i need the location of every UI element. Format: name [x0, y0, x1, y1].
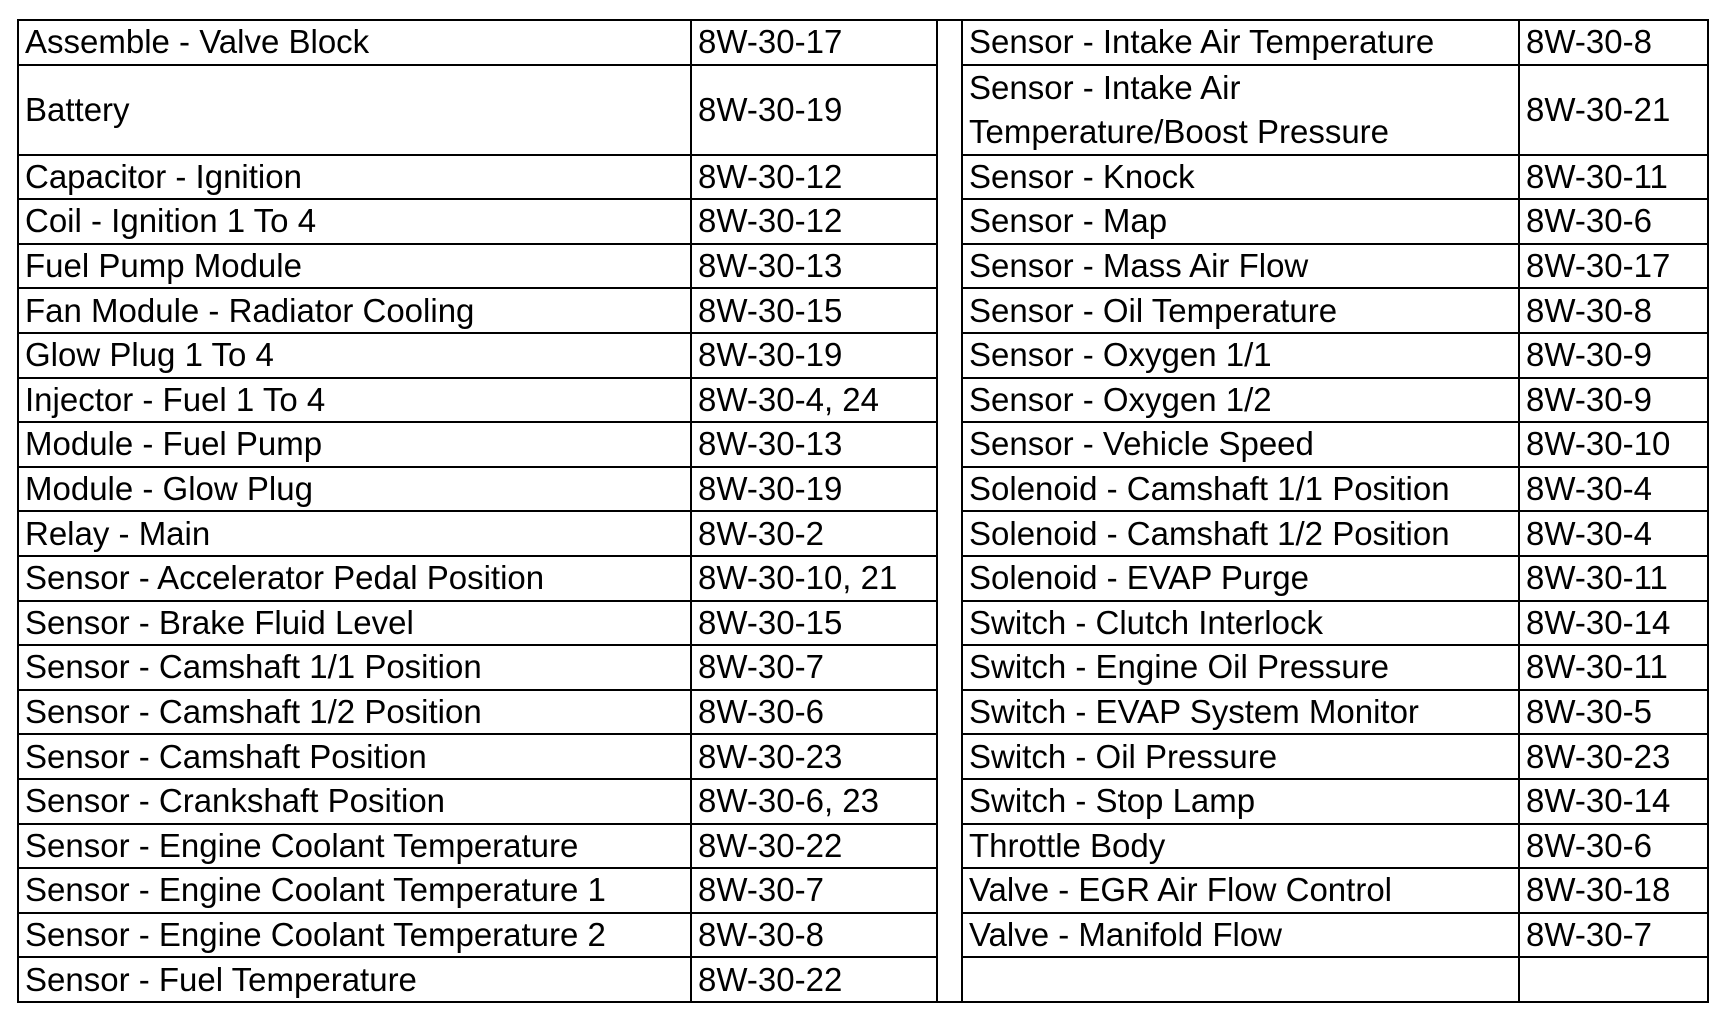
component-name: Module - Glow Plug: [18, 467, 691, 512]
page-ref: 8W-30-11: [1519, 645, 1708, 690]
component-name: Sensor - Engine Coolant Temperature 1: [18, 868, 691, 913]
component-name: Sensor - Fuel Temperature: [18, 957, 691, 1002]
page-ref: 8W-30-10, 21: [691, 556, 937, 601]
component-name: Sensor - Engine Coolant Temperature: [18, 824, 691, 869]
component-name: Sensor - Knock: [962, 155, 1519, 200]
component-name: Capacitor - Ignition: [18, 155, 691, 200]
page-ref: 8W-30-4: [1519, 511, 1708, 556]
table-row: [18, 868, 1708, 913]
page-ref: 8W-30-14: [1519, 779, 1708, 824]
component-name: Switch - Oil Pressure: [962, 734, 1519, 779]
column-divider: [937, 20, 962, 1002]
page-ref: 8W-30-9: [1519, 333, 1708, 378]
component-name: Switch - Stop Lamp: [962, 779, 1519, 824]
component-name: Sensor - Accelerator Pedal Position: [18, 556, 691, 601]
table-row: [18, 20, 1708, 65]
component-name: Sensor - Camshaft 1/2 Position: [18, 690, 691, 735]
component-name: Sensor - Vehicle Speed: [962, 422, 1519, 467]
component-name: Relay - Main: [18, 511, 691, 556]
table-row: [18, 824, 1708, 869]
table-row: [18, 288, 1708, 333]
table-row: [18, 333, 1708, 378]
component-name: Sensor - Crankshaft Position: [18, 779, 691, 824]
page-ref: 8W-30-8: [1519, 288, 1708, 333]
component-name: Switch - Clutch Interlock: [962, 601, 1519, 646]
component-name: Valve - Manifold Flow: [962, 913, 1519, 958]
component-name: Fuel Pump Module: [18, 244, 691, 289]
page-ref: 8W-30-10: [1519, 422, 1708, 467]
page-ref: 8W-30-2: [691, 511, 937, 556]
component-name: Solenoid - Camshaft 1/1 Position: [962, 467, 1519, 512]
table-row: [18, 511, 1708, 556]
page-ref: 8W-30-5: [1519, 690, 1708, 735]
page-ref: 8W-30-22: [691, 957, 937, 1002]
page-ref: 8W-30-9: [1519, 378, 1708, 423]
page-ref: 8W-30-7: [691, 645, 937, 690]
component-name: Sensor - Brake Fluid Level: [18, 601, 691, 646]
page-ref: 8W-30-6: [1519, 824, 1708, 869]
component-name: Sensor - Oxygen 1/2: [962, 378, 1519, 423]
page-ref: 8W-30-13: [691, 422, 937, 467]
component-name: Switch - EVAP System Monitor: [962, 690, 1519, 735]
table-row: [18, 199, 1708, 244]
page-ref: 8W-30-23: [691, 734, 937, 779]
table-row: [18, 645, 1708, 690]
table-row: [18, 467, 1708, 512]
page-ref: 8W-30-22: [691, 824, 937, 869]
component-name: [962, 957, 1519, 1002]
page-ref: 8W-30-15: [691, 601, 937, 646]
component-name: Battery: [18, 65, 691, 155]
page-ref: 8W-30-7: [1519, 913, 1708, 958]
page-ref: 8W-30-12: [691, 199, 937, 244]
page-ref: 8W-30-19: [691, 467, 937, 512]
page-ref: 8W-30-8: [1519, 20, 1708, 65]
page-ref: 8W-30-12: [691, 155, 937, 200]
page-ref: 8W-30-19: [691, 333, 937, 378]
component-name: Glow Plug 1 To 4: [18, 333, 691, 378]
table-row: [18, 779, 1708, 824]
component-index-table: [17, 19, 1709, 1003]
page-ref: 8W-30-8: [691, 913, 937, 958]
table-row: [18, 65, 1708, 155]
page-ref: 8W-30-4: [1519, 467, 1708, 512]
component-name: Solenoid - EVAP Purge: [962, 556, 1519, 601]
table-row: [18, 422, 1708, 467]
component-name: Switch - Engine Oil Pressure: [962, 645, 1519, 690]
component-name: Sensor - Oxygen 1/1: [962, 333, 1519, 378]
page-ref: 8W-30-6, 23: [691, 779, 937, 824]
component-name: Sensor - Engine Coolant Temperature 2: [18, 913, 691, 958]
component-name: Sensor - Mass Air Flow: [962, 244, 1519, 289]
page-ref: 8W-30-23: [1519, 734, 1708, 779]
page-ref: [1519, 957, 1708, 1002]
page-ref: 8W-30-17: [691, 20, 937, 65]
page-ref: 8W-30-11: [1519, 155, 1708, 200]
page-ref: 8W-30-6: [691, 690, 937, 735]
table-row: [18, 155, 1708, 200]
component-name: Coil - Ignition 1 To 4: [18, 199, 691, 244]
component-name: Valve - EGR Air Flow Control: [962, 868, 1519, 913]
page-ref: 8W-30-18: [1519, 868, 1708, 913]
table-row: [18, 378, 1708, 423]
component-name: Sensor - Map: [962, 199, 1519, 244]
table-row: [18, 690, 1708, 735]
page-ref: 8W-30-14: [1519, 601, 1708, 646]
page-ref: 8W-30-19: [691, 65, 937, 155]
component-name: Throttle Body: [962, 824, 1519, 869]
component-name: Solenoid - Camshaft 1/2 Position: [962, 511, 1519, 556]
table-row: [18, 244, 1708, 289]
table-row: [18, 913, 1708, 958]
page-ref: 8W-30-4, 24: [691, 378, 937, 423]
page-ref: 8W-30-11: [1519, 556, 1708, 601]
component-name: Assemble - Valve Block: [18, 20, 691, 65]
page-ref: 8W-30-21: [1519, 65, 1708, 155]
table-row: [18, 957, 1708, 1002]
page-ref: 8W-30-7: [691, 868, 937, 913]
page-ref: 8W-30-17: [1519, 244, 1708, 289]
component-name: Sensor - Intake Air Temperature: [962, 20, 1519, 65]
component-name: Sensor - Camshaft 1/1 Position: [18, 645, 691, 690]
component-name: Module - Fuel Pump: [18, 422, 691, 467]
table-row: [18, 734, 1708, 779]
table-row: [18, 601, 1708, 646]
page-ref: 8W-30-6: [1519, 199, 1708, 244]
component-name: Fan Module - Radiator Cooling: [18, 288, 691, 333]
component-name: Sensor - Oil Temperature: [962, 288, 1519, 333]
component-name: Injector - Fuel 1 To 4: [18, 378, 691, 423]
page-ref: 8W-30-15: [691, 288, 937, 333]
component-name: Sensor - Intake Air Temperature/Boost Pressure: [962, 65, 1519, 155]
page-ref: 8W-30-13: [691, 244, 937, 289]
component-name: Sensor - Camshaft Position: [18, 734, 691, 779]
table-row: [18, 556, 1708, 601]
